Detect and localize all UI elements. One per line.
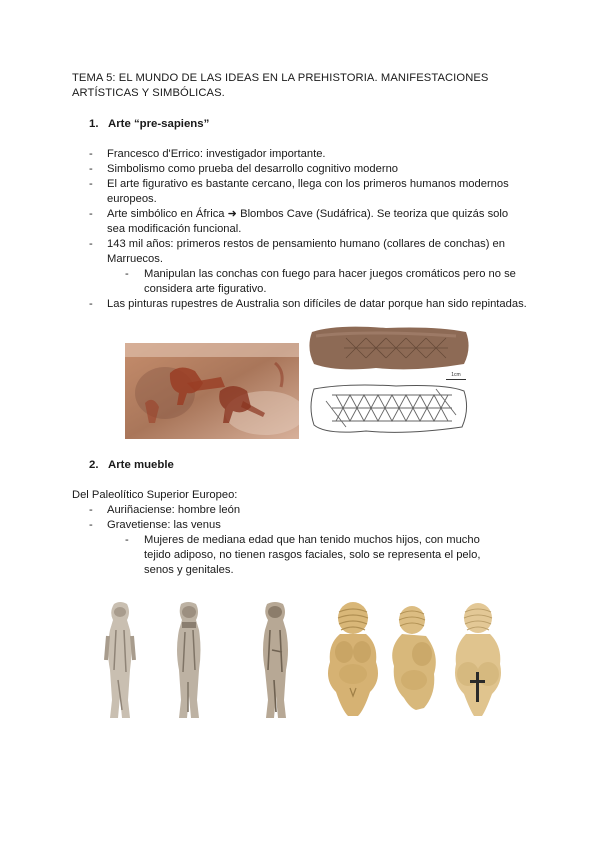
lion-man-back-image [252, 600, 298, 720]
section-2-number: 2. [89, 459, 99, 471]
list-item: - Arte simbólico en África ➜ Blombos Cave (Sudáfrica). Se teoriza que quizás solo sea modificación funcional. [89, 208, 509, 235]
page-title: TEMA 5: EL MUNDO DE LAS IDEAS EN LA PREHISTORIA. MANIFESTACIONES ARTÍSTICAS Y SIMBÓLICAS. [72, 72, 489, 99]
list-item: - El arte figurativo es bastante cercano, llega con los primeros humanos modernos europeos. [89, 178, 509, 205]
section-1-number: 1. [89, 118, 99, 130]
rock-art-illustration [125, 343, 299, 439]
list-item: - Las pinturas rupestres de Australia son difíciles de datar porque han sido repintadas. [89, 298, 527, 310]
lion-man-illustration [168, 600, 208, 720]
list-item: - Simbolismo como prueba del desarrollo cognitivo moderno [89, 163, 399, 175]
sub-list [107, 533, 529, 578]
list-item: - Francesco d'Errico: investigador importante. [89, 148, 326, 160]
sub-list-item: - Mujeres de mediana edad que han tenido muchos hijos, con mucho tejido adiposo, no tienen rasgos faciales, solo se representa el pelo, senos y genitales. [125, 534, 481, 576]
lion-man-illustration [100, 600, 140, 720]
list-item: - 143 mil años: primeros restos de pensamiento humano (collares de conchas) en Marruecos. - Manipulan las conchas con fuego para hacer juegos cromáticos pero no se considera arte figurativo. [89, 237, 529, 297]
lion-man-side-image [168, 600, 208, 720]
blombos-stone-illustration [306, 322, 472, 374]
lion-man-illustration [252, 600, 298, 720]
venus-illustration [386, 604, 442, 712]
venus-illustration [320, 600, 386, 718]
blombos-drawing-illustration [306, 381, 472, 437]
list-item: - Gravetiense: las venus - Mujeres de mediana edad que han tenido muchos hijos, con mucho tejido adiposo, no tienen rasgos faciales, solo se representa el pelo, senos y genitales. [89, 518, 529, 578]
scale-label: 1cm [451, 372, 461, 378]
blombos-drawing-image [306, 381, 472, 437]
lion-man-front-image [100, 600, 140, 720]
section-1-list [89, 147, 529, 312]
sub-list-item: - Manipulan las conchas con fuego para hacer juegos cromáticos pero no se considera arte figurativo. [125, 268, 516, 295]
scale-bar [446, 379, 466, 380]
rock-art-image [125, 343, 299, 439]
venus-side-image [386, 604, 442, 712]
list-item: - Auriñaciense: hombre león [89, 504, 241, 516]
section-2-intro: Del Paleolítico Superior Europeo: [72, 489, 238, 501]
section-2-title: Arte mueble [108, 459, 174, 471]
blombos-stone-image [306, 322, 472, 374]
venus-back-image [446, 600, 510, 718]
venus-illustration [446, 600, 510, 718]
section-1-title: Arte “pre-sapiens” [108, 118, 210, 130]
section-2-list [89, 503, 529, 578]
venus-front-image [320, 600, 386, 718]
section-2-heading [89, 458, 174, 473]
sub-list [107, 267, 529, 297]
section-1-heading [89, 117, 209, 132]
